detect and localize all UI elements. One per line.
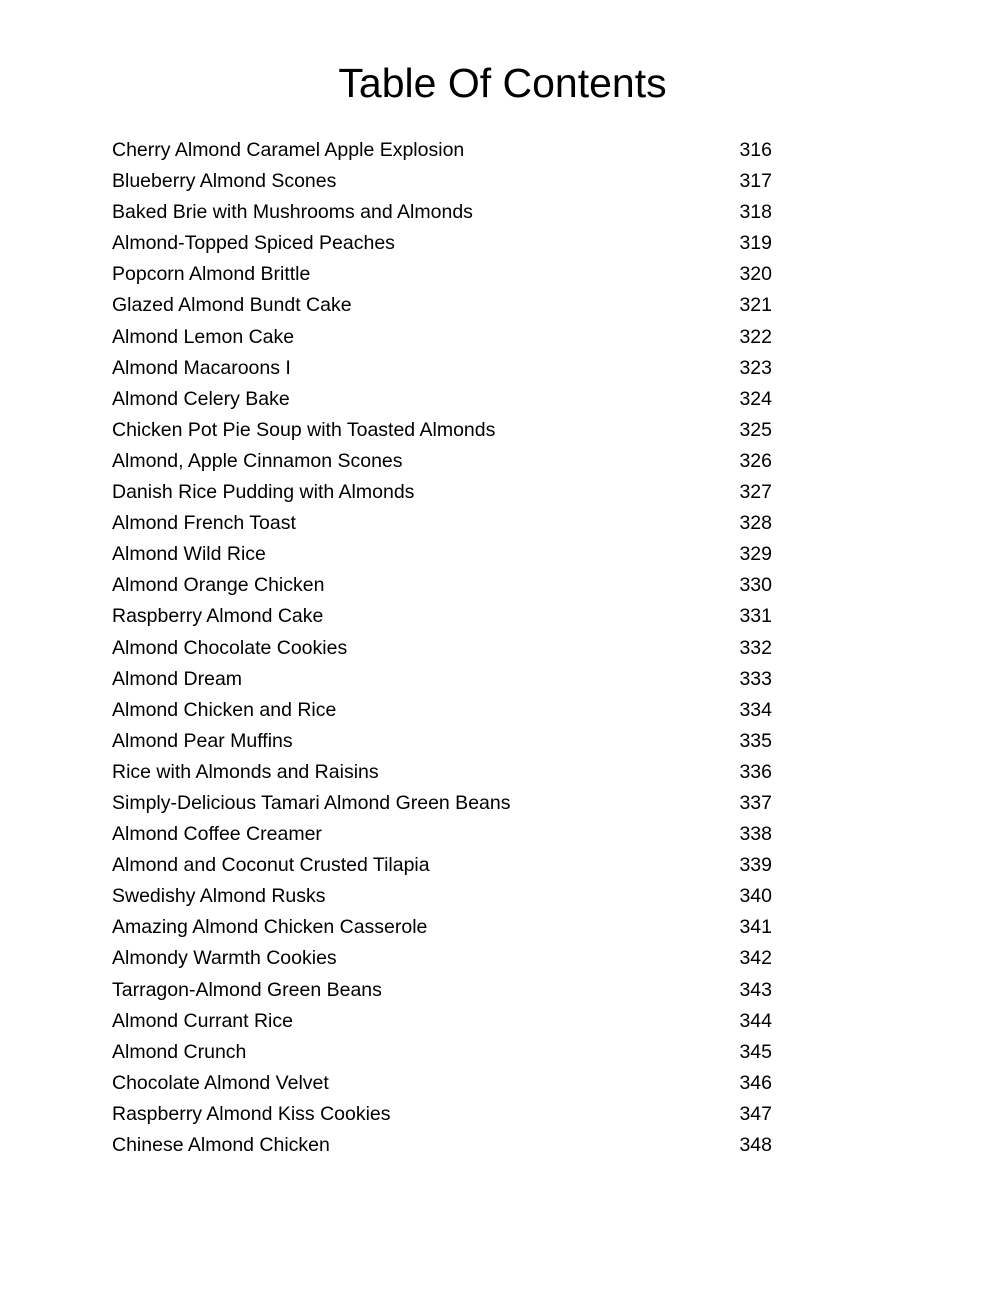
toc-entry[interactable]	[112, 975, 772, 1006]
toc-entry-title: Raspberry Almond Kiss Cookies	[112, 1102, 391, 1125]
toc-entry-title: Raspberry Almond Cake	[112, 605, 324, 628]
toc-entry[interactable]	[112, 477, 772, 508]
toc-entry[interactable]	[112, 1037, 772, 1068]
toc-entry[interactable]	[112, 633, 772, 664]
toc-entry-title: Amazing Almond Chicken Casserole	[112, 916, 428, 939]
toc-entry[interactable]	[112, 508, 772, 539]
toc-entry-title: Almond, Apple Cinnamon Scones	[112, 449, 403, 472]
toc-entry-page-number: 336	[739, 760, 772, 783]
page-title: Table Of Contents	[338, 60, 667, 106]
toc-entry-title: Cherry Almond Caramel Apple Explosion	[112, 139, 465, 161]
toc-entry-page-number: 338	[739, 823, 772, 846]
toc-entry-title: Almond Pear Muffins	[112, 729, 293, 752]
toc-entry-page-number: 325	[739, 418, 772, 441]
toc-entry-title: Glazed Almond Bundt Cake	[112, 294, 352, 317]
toc-entry[interactable]	[112, 943, 772, 974]
toc-entry-title: Almond Celery Bake	[112, 387, 290, 410]
toc-entry[interactable]	[112, 197, 772, 228]
toc-entry[interactable]	[112, 757, 772, 788]
toc-entry-page-number: 337	[739, 791, 772, 814]
toc-entry[interactable]	[112, 1068, 772, 1099]
toc-entry-title: Swedishy Almond Rusks	[112, 885, 326, 908]
toc-entry-page-number: 317	[739, 170, 772, 193]
toc-entry-title: Blueberry Almond Scones	[112, 170, 337, 193]
toc-entry[interactable]	[112, 1099, 772, 1130]
toc-entry-page-number: 331	[739, 605, 772, 628]
toc-entry-title: Chicken Pot Pie Soup with Toasted Almonds	[112, 418, 496, 441]
toc-entry-page-number: 343	[739, 978, 772, 1001]
toc-entry-title: Almond Chocolate Cookies	[112, 636, 348, 659]
toc-entry-page-number: 341	[739, 916, 772, 939]
toc-entry[interactable]	[112, 290, 772, 321]
toc-list	[112, 135, 772, 1161]
toc-entry-page-number: 328	[739, 512, 772, 535]
toc-entry-title: Chinese Almond Chicken	[112, 1134, 330, 1156]
toc-entry-title: Almond Lemon Cake	[112, 325, 295, 348]
toc-entry[interactable]	[112, 166, 772, 197]
toc-entry-title: Rice with Almonds and Raisins	[112, 760, 379, 783]
toc-entry[interactable]	[112, 881, 772, 912]
toc-entry-page-number: 348	[739, 1134, 772, 1156]
toc-entry-page-number: 342	[739, 947, 772, 970]
toc-entry-page-number: 347	[739, 1102, 772, 1125]
toc-entry[interactable]	[112, 415, 772, 446]
toc-entry-page-number: 323	[739, 356, 772, 379]
toc-entry[interactable]	[112, 539, 772, 570]
toc-entry-page-number: 334	[739, 698, 772, 721]
toc-entry-title: Almond-Topped Spiced Peaches	[112, 232, 395, 255]
toc-entry-title: Almondy Warmth Cookies	[112, 947, 337, 970]
toc-entry[interactable]	[112, 384, 772, 415]
toc-entry-page-number: 319	[739, 232, 772, 255]
toc-entry-page-number: 326	[739, 449, 772, 472]
toc-entry[interactable]	[112, 912, 772, 943]
toc-entry-title: Almond Macaroons I	[112, 356, 291, 379]
toc-entry-page-number: 324	[739, 387, 772, 410]
toc-entry[interactable]	[112, 228, 772, 259]
toc-entry[interactable]	[112, 259, 772, 290]
toc-entry-page-number: 333	[739, 667, 772, 690]
toc-entry[interactable]	[112, 353, 772, 384]
toc-entry[interactable]	[112, 135, 772, 166]
toc-entry-title: Danish Rice Pudding with Almonds	[112, 481, 415, 504]
toc-entry-page-number: 321	[739, 294, 772, 317]
toc-entry-title: Almond French Toast	[112, 512, 296, 535]
toc-entry[interactable]	[112, 788, 772, 819]
toc-entry[interactable]	[112, 1006, 772, 1037]
toc-entry[interactable]	[112, 601, 772, 632]
toc-entry-page-number: 340	[739, 885, 772, 908]
toc-entry-page-number: 329	[739, 543, 772, 566]
toc-entry[interactable]	[112, 570, 772, 601]
toc-entry[interactable]	[112, 695, 772, 726]
toc-entry-title: Almond Orange Chicken	[112, 574, 325, 597]
toc-entry[interactable]	[112, 664, 772, 695]
toc-entry[interactable]	[112, 850, 772, 881]
toc-entry-title: Chocolate Almond Velvet	[112, 1071, 329, 1094]
toc-entry[interactable]	[112, 446, 772, 477]
toc-entry-title: Baked Brie with Mushrooms and Almonds	[112, 201, 473, 224]
toc-entry[interactable]	[112, 1130, 772, 1161]
toc-entry-page-number: 344	[739, 1009, 772, 1032]
toc-entry-title: Almond Dream	[112, 667, 243, 690]
toc-entry-page-number: 346	[739, 1071, 772, 1094]
toc-entry-page-number: 327	[739, 481, 772, 504]
toc-entry-title: Almond Wild Rice	[112, 543, 266, 566]
toc-entry-page-number: 345	[739, 1040, 772, 1063]
toc-entry-title: Almond and Coconut Crusted Tilapia	[112, 854, 430, 877]
toc-entry-page-number: 320	[739, 263, 772, 286]
toc-entry-page-number: 316	[739, 139, 772, 161]
toc-entry-page-number: 322	[739, 325, 772, 348]
toc-entry-title: Almond Chicken and Rice	[112, 698, 337, 721]
toc-entry[interactable]	[112, 726, 772, 757]
toc-entry-title: Almond Coffee Creamer	[112, 823, 322, 846]
toc-entry-title: Popcorn Almond Brittle	[112, 263, 311, 286]
toc-entry-title: Almond Crunch	[112, 1040, 247, 1063]
toc-entry-page-number: 332	[739, 636, 772, 659]
toc-entry-title: Tarragon-Almond Green Beans	[112, 978, 382, 1001]
toc-entry-page-number: 339	[739, 854, 772, 877]
toc-entry-title: Simply-Delicious Tamari Almond Green Beans	[112, 791, 511, 814]
toc-entry-page-number: 335	[739, 729, 772, 752]
toc-entry[interactable]	[112, 819, 772, 850]
toc-entry[interactable]	[112, 322, 772, 353]
toc-entry-page-number: 330	[739, 574, 772, 597]
toc-entry-page-number: 318	[739, 201, 772, 224]
toc-entry-title: Almond Currant Rice	[112, 1009, 293, 1032]
